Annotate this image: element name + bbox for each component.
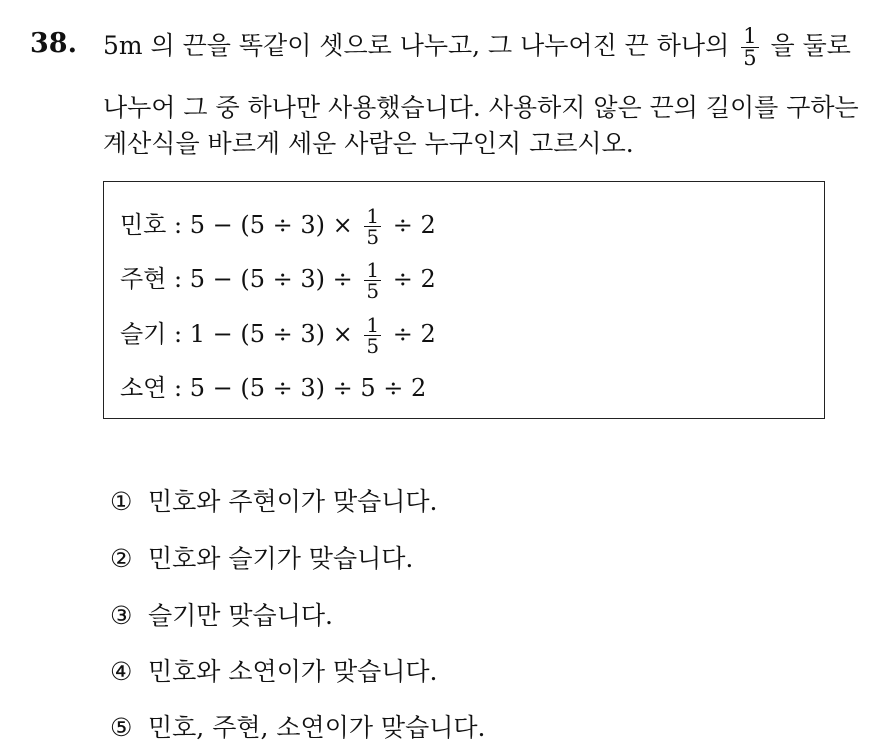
expression-name: 슬기 xyxy=(120,320,167,348)
expression-soyeon xyxy=(120,368,426,403)
fraction-one-fifth xyxy=(741,26,758,69)
fraction-denominator: 5 xyxy=(743,46,757,70)
fraction-denominator: 5 xyxy=(366,225,380,249)
choice-text: 민호, 주현, 소연이가 맞습니다. xyxy=(148,713,486,742)
choice-number: ⑤ xyxy=(110,713,133,742)
fraction-denominator: 5 xyxy=(366,334,380,358)
expression-name: 소연 xyxy=(120,374,167,402)
fraction xyxy=(364,260,381,301)
fraction-numerator: 1 xyxy=(366,204,380,228)
question-text-1a: 5m 의 끈을 똑같이 셋으로 나누고, 그 나누어진 끈 하나의 xyxy=(103,31,730,60)
choice-text: 민호와 슬기가 맞습니다. xyxy=(148,544,414,573)
choice-4[interactable] xyxy=(110,652,438,688)
fraction-numerator: 1 xyxy=(743,24,757,48)
question-line-1 xyxy=(103,26,851,69)
expression-pre: : 5 − (5 ÷ 3) ÷ xyxy=(174,265,353,293)
choice-2[interactable] xyxy=(110,539,413,575)
fraction xyxy=(364,206,381,247)
choice-text: 민호와 주현이가 맞습니다. xyxy=(148,487,438,516)
expression-post: ÷ 2 xyxy=(392,320,436,348)
choice-1[interactable] xyxy=(110,482,438,518)
expression-name: 주현 xyxy=(120,265,167,293)
expression-post: ÷ 2 xyxy=(392,265,436,293)
question-number: 38. xyxy=(30,28,77,59)
choice-text: 민호와 소연이가 맞습니다. xyxy=(148,657,438,686)
choice-text: 슬기만 맞습니다. xyxy=(148,601,333,630)
question-line-3: 계산식을 바르게 세운 사람은 누구인지 고르시오. xyxy=(103,129,634,158)
expression-minho xyxy=(120,205,436,247)
choice-3[interactable] xyxy=(110,596,333,632)
question-text-1b: 을 둘로 xyxy=(770,31,851,60)
expression-pre: : 1 − (5 ÷ 3) × xyxy=(174,320,353,348)
fraction xyxy=(364,315,381,356)
choice-number: ② xyxy=(110,544,133,573)
fraction-denominator: 5 xyxy=(366,279,380,303)
fraction-numerator: 1 xyxy=(366,313,380,337)
choice-number: ④ xyxy=(110,657,133,686)
expression-juhyeon xyxy=(120,259,436,301)
question-line-2: 나누어 그 중 하나만 사용했습니다. 사용하지 않은 끈의 길이를 구하는 xyxy=(103,93,859,122)
expression-seulgi xyxy=(120,314,436,356)
expression-pre: : 5 − (5 ÷ 3) × xyxy=(174,211,353,239)
choice-number: ③ xyxy=(110,601,133,630)
expression-text: : 5 − (5 ÷ 3) ÷ 5 ÷ 2 xyxy=(174,374,427,402)
choice-number: ① xyxy=(110,487,133,516)
expression-name: 민호 xyxy=(120,211,167,239)
choice-5[interactable] xyxy=(110,708,485,744)
fraction-numerator: 1 xyxy=(366,258,380,282)
expression-post: ÷ 2 xyxy=(392,211,436,239)
